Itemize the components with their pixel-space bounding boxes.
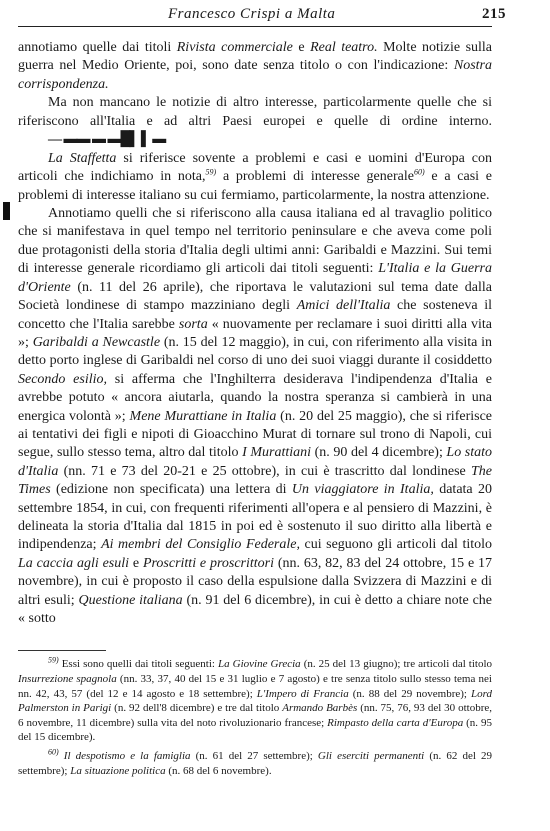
italic-run: Il despotismo e la famiglia bbox=[63, 749, 191, 762]
text-run: cui seguono gli articoli dal titolo bbox=[299, 537, 493, 553]
italic-run: Un viaggiatore in Italia, bbox=[291, 482, 434, 498]
running-head bbox=[18, 4, 506, 27]
running-title: Francesco Crispi a Malta bbox=[168, 6, 336, 22]
footnote-ref: 59) bbox=[48, 655, 59, 665]
text-run: (n. 62 del 29 settembre); bbox=[18, 749, 492, 777]
text-run: « nuovamente per reclamare i suoi diritti alla vita »; bbox=[18, 316, 492, 350]
text-run: (nn. 63, 82, 83 del 24 ottobre, 15 e 17 novembre), in cui è proposto il caso della espulsione dalla Svizzera di Mazzini e di altri esuli; bbox=[18, 555, 492, 608]
page-number: 215 bbox=[482, 6, 506, 22]
text-run: (nn. 33, 37, 40 del 15 e 31 luglio e 7 agosto) e tre senza titolo sullo stesso tema nei nn. 42, 43, 57 (del 12 e 14 agosto e 18 settembre); bbox=[18, 673, 492, 700]
italic-run: Armando Barbès bbox=[282, 702, 358, 715]
text-run: (n. 88 del 29 novembre); bbox=[348, 687, 471, 700]
text-run: e bbox=[292, 40, 311, 55]
text-run: annotiamo quelle dai titoli bbox=[18, 40, 177, 55]
italic-run: The Times bbox=[18, 463, 492, 498]
italic-run: Proscritti e proscrittori bbox=[142, 555, 275, 571]
text-run: si afferma che l'Inghilterra desiderava l'indipendenza d'Italia e avrebbe potuto « ancora aiutarla, quando la nostra speranza si cambierà in una energica volontà »; bbox=[18, 371, 492, 424]
text-run: (nn. 71 e 73 del 20-21 e 25 ottobre), in cui è trascritto dal londinese bbox=[58, 463, 471, 479]
italic-run: Gli eserciti permanenti bbox=[317, 749, 425, 762]
text-run: che sosteneva il concetto che l'Italia sarebbe bbox=[18, 298, 492, 332]
italic-run: Rimpasto della carta d'Europa bbox=[327, 716, 464, 729]
italic-run: L'Impero di Francia bbox=[256, 687, 349, 700]
text-run: (n. 15 del 12 maggio), in cui, con riferimento alla visita in detto porto inglese di Garibaldi nel corso di uno dei suoi viaggi durante il cosiddetto bbox=[18, 334, 493, 369]
italic-run: Amici dell'Italia bbox=[296, 298, 391, 314]
text-run: (n. 61 del 27 settembre); bbox=[190, 749, 318, 762]
text-run: (n. 95 del 15 dicembre). bbox=[18, 716, 493, 744]
page bbox=[18, 4, 506, 782]
ink-smudge: — ▬▬ ▬ ▬█▌ ▌ ▬ bbox=[48, 132, 166, 148]
text-run: Ma non mancano le notizie di altro interesse, particolarmente quelle che si riferiscono all'Italia e ad altri Paesi europei e quelle di ordine interno. bbox=[18, 95, 492, 129]
italic-run: Nostra corrispondenza. bbox=[18, 58, 492, 92]
italic-run: sorta bbox=[178, 316, 208, 332]
italic-run: Lo stato d'Italia bbox=[18, 445, 493, 479]
footnote-ref: 59) bbox=[205, 167, 217, 177]
text-run: si riferisce sovente a problemi e casi e uomini d'Europa con articoli che indichiamo in nota, bbox=[18, 150, 492, 185]
italic-run: Garibaldi a Newcastle bbox=[32, 334, 161, 350]
margin-mark bbox=[3, 202, 10, 220]
italic-run: I Murattiani bbox=[242, 445, 312, 461]
italic-run: Real teatro. bbox=[310, 40, 378, 55]
italic-run: L'Italia e la Guerra d'Oriente bbox=[18, 261, 492, 295]
text-run: (edizione non specificata) una lettera di bbox=[50, 482, 292, 498]
text-run: (n. 92 dell'8 dicembre) e tre dal titolo bbox=[111, 702, 283, 715]
italic-run: Questione italiana bbox=[78, 592, 183, 608]
footnote bbox=[18, 749, 492, 778]
paragraph bbox=[18, 94, 492, 150]
text-run: Essi sono quelli dai titoli seguenti: bbox=[58, 658, 219, 671]
text-run: Molte notizie sulla guerra nel Medio Oriente, poi, sono date senza titolo o con l'indicazione: bbox=[18, 40, 493, 74]
text-run: (n. 68 del 6 novembre). bbox=[165, 764, 272, 777]
italic-run: Lord Palmerston in Parigi bbox=[18, 687, 492, 715]
text-run: (nn. 75, 76, 93 del 30 ottobre, 6 novembre, 11 dicembre) sulla vita del noto rivoluzionario francese; bbox=[18, 702, 493, 729]
text-run: e bbox=[129, 555, 143, 571]
footnote-ref: 60) bbox=[48, 747, 59, 757]
text-run: Annotiamo quelli che si riferiscono alla causa italiana ed al travaglio politico che si manifestava in quel tempo nel territorio peninsulare e che aveva come poli due protagonisti della storia d'Italia degli ultimi anni: Garibaldi e Mazzini. Sui temi di interesse generale ricordiamo gli articoli dai titoli seguenti: bbox=[18, 206, 492, 277]
text-run: e a casi e problemi di interesse italiano su cui fermiamo, particolarmente, la nostra attenzione. bbox=[18, 169, 492, 203]
text-run: datata 20 settembre 1854, in cui, con frequenti riferimenti all'opera e al pensiero di Mazzini, è delineata la storia d'Italia dal 1815 in poi ed è sostenuto il suo diritto alla libertà e indipendenza; bbox=[18, 482, 493, 553]
italic-run: Secondo esilio, bbox=[18, 371, 108, 387]
text-run: (n. 11 del 26 aprile), che riportava le valutazioni sul tema date dalla Società londinese di stampo mazziniano degli bbox=[18, 279, 492, 314]
italic-run: La situazione politica bbox=[70, 764, 166, 777]
text-run: (n. 90 del 4 dicembre); bbox=[311, 445, 447, 461]
paragraph bbox=[18, 39, 492, 94]
text-run: (n. 25 del 13 giugno); tre articoli dal titolo bbox=[300, 658, 493, 671]
italic-run: Insurrezione spagnola bbox=[18, 673, 117, 686]
italic-run: La Giovine Grecia bbox=[218, 658, 301, 671]
body-text bbox=[18, 39, 492, 628]
italic-run: La caccia agli esuli bbox=[18, 555, 130, 571]
italic-run: Ai membri del Consiglio Federale, bbox=[101, 537, 300, 553]
footnotes bbox=[18, 657, 492, 778]
footnote-ref: 60) bbox=[413, 167, 425, 177]
paragraph bbox=[18, 205, 492, 628]
paragraph bbox=[18, 150, 492, 205]
italic-run: Rivista commerciale bbox=[176, 40, 293, 55]
text-run: (n. 91 del 6 dicembre), in cui è detto a chiare note che « sotto bbox=[18, 592, 493, 627]
footnote bbox=[18, 657, 492, 745]
text-run: (n. 20 del 25 maggio), che si riferisce ai tentativi dei figli e nipoti di Gioacchino Murat di tornare sul trono di Napoli, cui segue, sullo stesso tema, altro dal titolo bbox=[18, 408, 492, 461]
text-run: a problemi di interesse generale bbox=[216, 169, 414, 185]
italic-run: La Staffetta bbox=[48, 150, 117, 166]
footnote-rule bbox=[18, 650, 106, 651]
italic-run: Mene Murattiane in Italia bbox=[129, 408, 277, 424]
